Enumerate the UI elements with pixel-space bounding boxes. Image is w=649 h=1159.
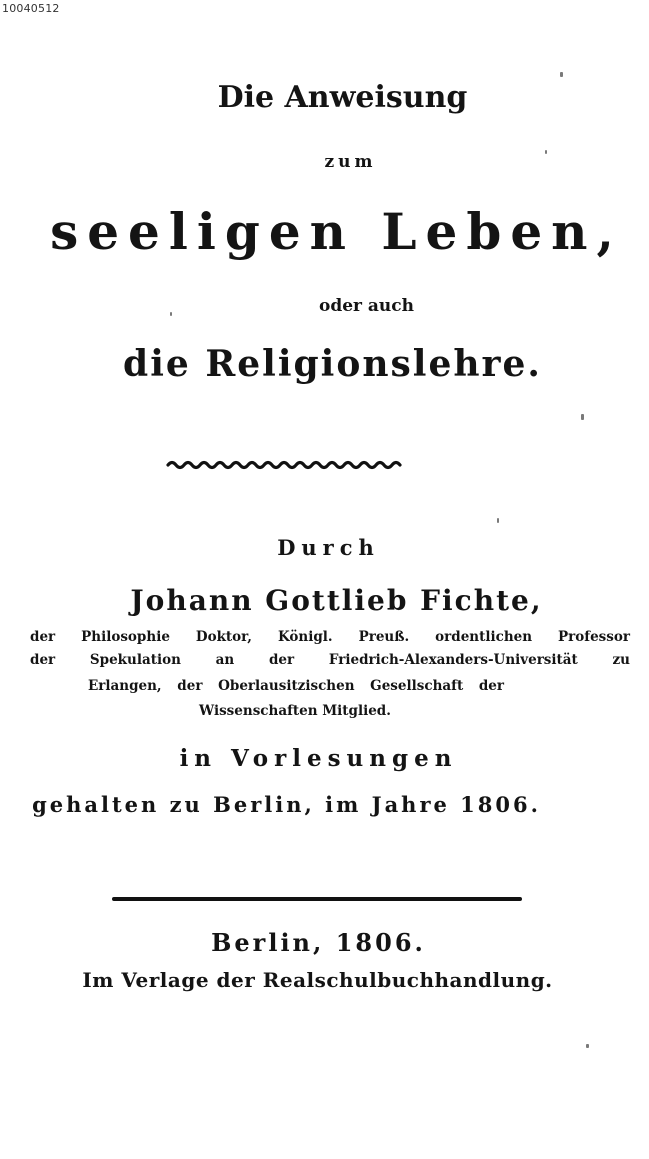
title-line-1: Die Anweisung: [217, 80, 468, 115]
imprint-place-year: Berlin, 1806.: [211, 928, 426, 957]
subtitle: die Religionslehre.: [123, 343, 542, 385]
wavy-ornament-rule: [166, 458, 402, 472]
paper-speck: [545, 150, 547, 154]
paper-speck: [586, 1044, 589, 1048]
image-id-label: 10040512: [2, 2, 60, 15]
occasion-line-2: gehalten zu Berlin, im Jahre 1806.: [32, 792, 541, 817]
paper-speck: [560, 72, 563, 77]
paper-speck: [497, 518, 499, 523]
occasion-line-1: in Vorlesungen: [179, 745, 458, 772]
author-name: Johann Gottlieb Fichte,: [130, 584, 543, 617]
paper-speck: [581, 414, 584, 420]
main-title: seeligen Leben,: [50, 202, 623, 261]
paper-speck: [170, 312, 172, 316]
title-line-2: zum: [324, 152, 377, 172]
credentials-line-4: Wissenschaften Mitglied.: [199, 703, 391, 719]
title-line-4: oder auch: [318, 296, 414, 316]
horizontal-rule: [112, 897, 522, 901]
byline-durch: Durch: [277, 535, 380, 560]
credentials-line-1: der Philosophie Doktor, Königl. Preuß. ordentlichen Professor: [30, 629, 630, 645]
imprint-publisher: Im Verlage der Realschulbuchhandlung.: [82, 968, 553, 992]
credentials-line-3: Erlangen, der Oberlausitzischen Gesellschaft der: [88, 678, 504, 694]
credentials-line-2: der Spekulation an der Friedrich-Alexanders-Universität zu: [30, 652, 630, 668]
